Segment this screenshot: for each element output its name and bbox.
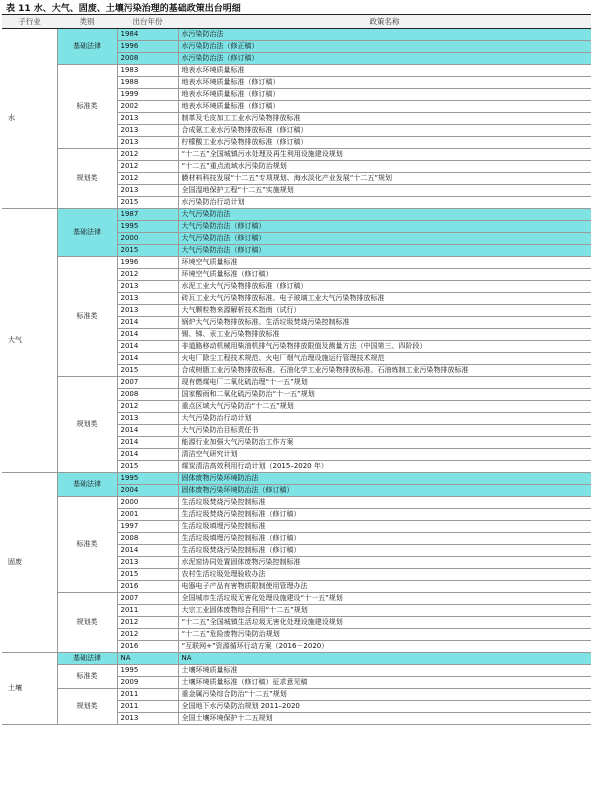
year-cell: 2014 (117, 545, 178, 557)
year-cell: 2013 (117, 293, 178, 305)
policy-name-cell: 全国地下水污染防治规划 2011–2020 (178, 701, 591, 713)
policy-name-cell: 砖瓦工业大气污染物排放标准、电子玻璃工业大气污染物排放标准 (178, 293, 591, 305)
policy-name-cell: 生活垃圾填埋污染控制标准 (178, 521, 591, 533)
year-cell: 1988 (117, 77, 178, 89)
policy-name-cell: 制革及毛皮加工工业水污染物排放标准 (178, 113, 591, 125)
year-cell: 2015 (117, 569, 178, 581)
policy-name-cell: 大气污染防治目标责任书 (178, 425, 591, 437)
year-cell: 2001 (117, 509, 178, 521)
year-cell: 2015 (117, 461, 178, 473)
policy-name-cell: 膜材料科技发展“十二五”专项规划、海水淡化产业发展“十二五”规划 (178, 173, 591, 185)
year-cell: 2002 (117, 101, 178, 113)
policy-name-cell: 地表水环境质量标准（修订稿） (178, 77, 591, 89)
policy-name-cell: 非道路移动机械用柴油机排气污染物排放限值及测量方法（中国第三、四阶段） (178, 341, 591, 353)
year-cell: NA (117, 653, 178, 665)
year-cell: 1983 (117, 65, 178, 77)
policy-name-cell: 水污染防治法 (178, 29, 591, 41)
policy-name-cell: 生活垃圾焚烧污染控制标准 (178, 497, 591, 509)
year-cell: 2013 (117, 185, 178, 197)
year-cell: 2015 (117, 197, 178, 209)
year-cell: 2012 (117, 173, 178, 185)
policy-name-cell: 地表水环境质量标准（修订稿） (178, 101, 591, 113)
policy-name-cell: 国家酸雨和二氧化硫污染防治“十一五”规划 (178, 389, 591, 401)
industry-cell: 固废 (2, 473, 57, 653)
policy-name-cell: 水泥工业大气污染物排放标准（修订稿） (178, 281, 591, 293)
year-cell: 2008 (117, 53, 178, 65)
policy-name-cell: 现有燃煤电厂二氧化硫治理“十一五”规划 (178, 377, 591, 389)
policy-name-cell: “十二五”危险废物污染防治规划 (178, 629, 591, 641)
table-row (2, 209, 591, 221)
category-cell: 基础法律 (57, 29, 117, 65)
industry-cell: 大气 (2, 209, 57, 473)
year-cell: 2013 (117, 281, 178, 293)
header-year: 出台年份 (117, 15, 178, 29)
policy-name-cell: 生活垃圾填埋污染控制标准（修订稿） (178, 533, 591, 545)
policy-name-cell: 电器电子产品有害物质限制使用管理办法 (178, 581, 591, 593)
header-industry: 子行业 (2, 15, 57, 29)
policy-name-cell: 土壤环境质量标准 (178, 665, 591, 677)
table-row (2, 65, 591, 77)
year-cell: 2012 (117, 401, 178, 413)
year-cell: 2007 (117, 593, 178, 605)
policy-name-cell: “十二五”全国城镇污水处理及再生利用设施建设规划 (178, 149, 591, 161)
policy-name-cell: 锡、锑、汞工业污染物排放标准 (178, 329, 591, 341)
policy-name-cell: 合成树脂工业污染物排放标准、石油化学工业污染物排放标准、石油炼制工业污染物排放标准 (178, 365, 591, 377)
table-row (2, 29, 591, 41)
table-row (2, 377, 591, 389)
year-cell: 1995 (117, 221, 178, 233)
policy-name-cell: 大气污染防治法 (178, 209, 591, 221)
policy-name-cell: 水污染防治法（修订稿） (178, 53, 591, 65)
category-cell: 规划类 (57, 149, 117, 209)
category-cell: 基础法律 (57, 473, 117, 497)
policy-name-cell: 环境空气质量标准（修订稿） (178, 269, 591, 281)
year-cell: 1997 (117, 521, 178, 533)
year-cell: 1996 (117, 257, 178, 269)
policy-name-cell: 全国湿地保护工程“十二五”实施规划 (178, 185, 591, 197)
year-cell: 2004 (117, 485, 178, 497)
table-row (2, 593, 591, 605)
header-category: 类别 (57, 15, 117, 29)
year-cell: 2000 (117, 497, 178, 509)
year-cell: 2009 (117, 677, 178, 689)
policy-name-cell: 大宗工业固体废物综合利用“十二五”规划 (178, 605, 591, 617)
year-cell: 2014 (117, 437, 178, 449)
policy-name-cell: 水污染防治法（修正稿） (178, 41, 591, 53)
industry-cell: 水 (2, 29, 57, 209)
year-cell: 2013 (117, 137, 178, 149)
policy-name-cell: 固体废物污染环境防治法（修订稿） (178, 485, 591, 497)
year-cell: 2000 (117, 233, 178, 245)
table-caption: 表 11 水、大气、固废、土壤污染治理的基础政策出台明细 (6, 4, 241, 14)
policy-name-cell: 固体废物污染环境防治法 (178, 473, 591, 485)
year-cell: 2016 (117, 641, 178, 653)
policy-name-cell: 大气污染防治法（修订稿） (178, 221, 591, 233)
policy-name-cell: “十二五”重点流域水污染防治规划 (178, 161, 591, 173)
table-row (2, 653, 591, 665)
year-cell: 2014 (117, 449, 178, 461)
year-cell: 1995 (117, 473, 178, 485)
year-cell: 2012 (117, 161, 178, 173)
policy-name-cell: 地表水环境质量标准 (178, 65, 591, 77)
year-cell: 2013 (117, 305, 178, 317)
year-cell: 2013 (117, 413, 178, 425)
policy-name-cell: 土壤环境质量标准（修订稿）征求意见稿 (178, 677, 591, 689)
year-cell: 2012 (117, 149, 178, 161)
year-cell: 2011 (117, 701, 178, 713)
year-cell: 2007 (117, 377, 178, 389)
policy-name-cell: 锅炉大气污染物排放标准、生活垃圾焚烧污染控制标准 (178, 317, 591, 329)
year-cell: 2011 (117, 605, 178, 617)
category-cell: 标准类 (57, 665, 117, 689)
policy-name-cell: 重点区域大气污染防治“十二五”规划 (178, 401, 591, 413)
year-cell: 2013 (117, 557, 178, 569)
year-cell: 2014 (117, 341, 178, 353)
year-cell: 2016 (117, 581, 178, 593)
policy-name-cell: 生活垃圾焚烧污染控制标准（修订稿） (178, 509, 591, 521)
year-cell: 2011 (117, 689, 178, 701)
policy-name-cell: 煤炭清洁高效利用行动计划（2015–2020 年） (178, 461, 591, 473)
year-cell: 2012 (117, 629, 178, 641)
policy-name-cell: 地表水环境质量标准（修订稿） (178, 89, 591, 101)
category-cell: 标准类 (57, 65, 117, 149)
policy-name-cell: 能源行业加强大气污染防治工作方案 (178, 437, 591, 449)
policy-name-cell: “互联网+”资源循环行动方案（2016－2020） (178, 641, 591, 653)
policy-name-cell: NA (178, 653, 591, 665)
category-cell: 基础法律 (57, 209, 117, 257)
year-cell: 2012 (117, 617, 178, 629)
year-cell: 2008 (117, 533, 178, 545)
year-cell: 2015 (117, 365, 178, 377)
table-row (2, 473, 591, 485)
year-cell: 1996 (117, 41, 178, 53)
category-cell: 规划类 (57, 377, 117, 473)
category-cell: 标准类 (57, 257, 117, 377)
year-cell: 2013 (117, 713, 178, 725)
table-row (2, 257, 591, 269)
policy-name-cell: 水污染防治行动计划 (178, 197, 591, 209)
year-cell: 2013 (117, 125, 178, 137)
year-cell: 1995 (117, 665, 178, 677)
table-row (2, 497, 591, 509)
policy-name-cell: 农村生活垃圾处理验收办法 (178, 569, 591, 581)
policy-name-cell: 大气污染防治法（修订稿） (178, 233, 591, 245)
policy-name-cell: 大气污染防治法（修订稿） (178, 245, 591, 257)
policy-name-cell: 柠檬酸工业水污染物排放标准（修订稿） (178, 137, 591, 149)
year-cell: 1999 (117, 89, 178, 101)
category-cell: 规划类 (57, 689, 117, 725)
table-header-row (2, 15, 591, 29)
policy-name-cell: 火电厂除尘工程技术规范、火电厂烟气治理设施运行管理技术规范 (178, 353, 591, 365)
year-cell: 2014 (117, 425, 178, 437)
policy-name-cell: 大气污染防治行动计划 (178, 413, 591, 425)
year-cell: 2014 (117, 317, 178, 329)
year-cell: 1984 (117, 29, 178, 41)
policy-name-cell: 合成氨工业水污染物排放标准（修订稿） (178, 125, 591, 137)
year-cell: 2013 (117, 113, 178, 125)
category-cell: 规划类 (57, 593, 117, 653)
table-row (2, 665, 591, 677)
year-cell: 2008 (117, 389, 178, 401)
policy-name-cell: 重金属污染综合防治“十二五”规划 (178, 689, 591, 701)
year-cell: 2012 (117, 269, 178, 281)
category-cell: 基础法律 (57, 653, 117, 665)
industry-cell: 土壤 (2, 653, 57, 725)
policy-table (2, 14, 591, 725)
policy-name-cell: 生活垃圾焚烧污染控制标准（修订稿） (178, 545, 591, 557)
policy-name-cell: 全国城市生活垃圾无害化处理设施建设“十一五”规划 (178, 593, 591, 605)
policy-name-cell: “十二五”全国城镇生活垃圾无害化处理设施建设规划 (178, 617, 591, 629)
table-body (2, 29, 591, 725)
year-cell: 1987 (117, 209, 178, 221)
policy-name-cell: 环境空气质量标准 (178, 257, 591, 269)
policy-name-cell: 水泥窑协同处置固体废物污染控制标准 (178, 557, 591, 569)
category-cell: 标准类 (57, 497, 117, 593)
year-cell: 2014 (117, 329, 178, 341)
year-cell: 2015 (117, 245, 178, 257)
year-cell: 2014 (117, 353, 178, 365)
policy-name-cell: 大气颗粒物来源解析技术指南（试行） (178, 305, 591, 317)
header-policy-name: 政策名称 (178, 15, 591, 29)
policy-name-cell: 清洁空气研究计划 (178, 449, 591, 461)
policy-name-cell: 全国土壤环境保护十二五规划 (178, 713, 591, 725)
table-row (2, 149, 591, 161)
table-row (2, 689, 591, 701)
